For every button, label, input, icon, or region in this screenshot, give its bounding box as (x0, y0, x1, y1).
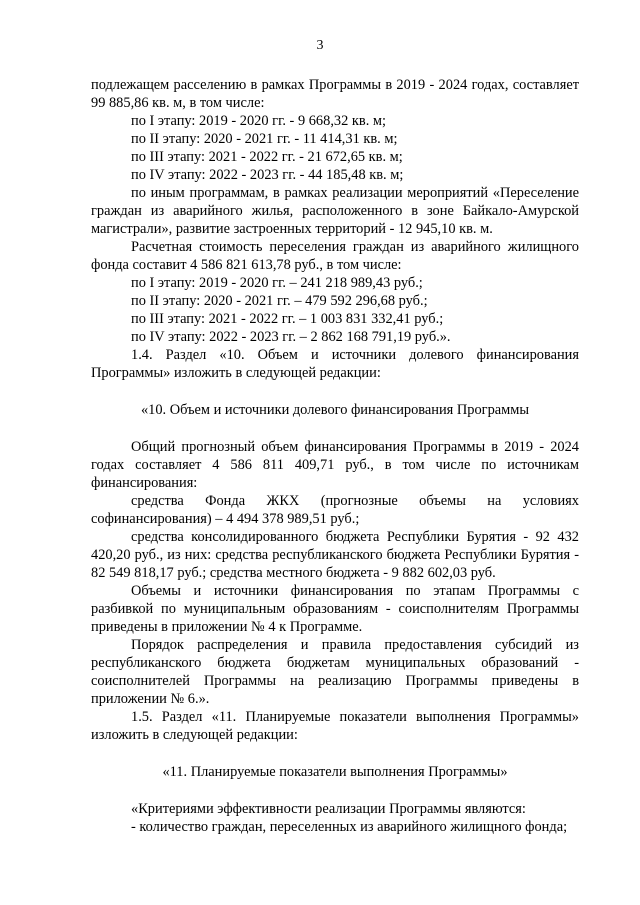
paragraph-stage-1-area: по I этапу: 2019 - 2020 гг. - 9 668,32 кв. м; (131, 113, 386, 129)
section-10-heading: «10. Объем и источники долевого финансирования Программы (140, 402, 530, 418)
paragraph-criteria-item-1: - количество граждан, переселенных из аварийного жилищного фонда; (131, 819, 568, 835)
paragraph-stage-2-cost: по II этапу: 2020 - 2021 гг. – 479 592 296,68 руб.; (131, 293, 428, 309)
paragraph-amendment-1-5: 1.5. Раздел «11. Планируемые показатели выполнения Программы» изложить в следующей редакции: (91, 709, 579, 743)
paragraph-resettlement-cost: Расчетная стоимость переселения граждан из аварийного жилищного фонда составит 4 586 821 613,78 руб., в том числе: (91, 239, 579, 273)
paragraph-stage-4-cost: по IV этапу: 2022 - 2023 гг. – 2 862 168 791,19 руб.». (131, 329, 451, 345)
paragraph-stage-3-cost: по III этапу: 2021 - 2022 гг. – 1 003 831 332,41 руб.; (131, 311, 444, 327)
paragraph-criteria-intro: «Критериями эффективности реализации Программы являются: (131, 801, 526, 817)
paragraph-other-programs: по иным программам, в рамках реализации мероприятий «Переселение граждан из аварийного жилья, расположенного в зоне Байкало-Амурской магистрали», развитие застроенных территорий - 12 945,10 кв. м. (91, 185, 579, 237)
paragraph-fund-zhkh: средства Фонда ЖКХ (прогнозные объемы на условиях софинансирования) – 4 494 378 989,51 руб.; (91, 493, 579, 527)
paragraph-stage-3-area: по III этапу: 2021 - 2022 гг. - 21 672,65 кв. м; (131, 149, 403, 165)
paragraph-total-financing: Общий прогнозный объем финансирования Программы в 2019 - 2024 годах составляет 4 586 811 409,71 руб., в том числе по источникам финансирования: (91, 439, 579, 491)
paragraph-stage-1-cost: по I этапу: 2019 - 2020 гг. – 241 218 989,43 руб.; (131, 275, 423, 291)
section-11-heading: «11. Планируемые показатели выполнения Программы» (162, 764, 508, 780)
paragraph-subsidy-procedure: Порядок распределения и правила предоставления субсидий из республиканского бюджета бюджетам муниципальных образований - соисполнителей Программы на реализацию Программы приведены в приложении № 6.». (91, 637, 579, 707)
paragraph-amendment-1-4: 1.4. Раздел «10. Объем и источники долевого финансирования Программы» изложить в следующей редакции: (91, 347, 579, 381)
paragraph-consolidated-budget: средства консолидированного бюджета Республики Бурятия - 92 432 420,20 руб., из них: средства республиканского бюджета Республики Бурятия - 82 549 818,17 руб.; средства местного бюджета - 9 882 602,03 руб. (91, 529, 579, 581)
paragraph-stage-2-area: по II этапу: 2020 - 2021 гг. - 11 414,31 кв. м; (131, 131, 398, 147)
paragraph-stage-4-area: по IV этапу: 2022 - 2023 гг. - 44 185,48 кв. м; (131, 167, 404, 183)
document-body (91, 76, 579, 836)
paragraph-financing-by-stages: Объемы и источники финансирования по этапам Программы с разбивкой по муниципальным образованиям - соисполнителям Программы приведены в приложении № 4 к Программе. (91, 583, 579, 635)
page-number: 3 (316, 38, 324, 53)
paragraph-area-continuation: подлежащем расселению в рамках Программы в 2019 - 2024 годах, составляет 99 885,86 кв. м, в том числе: (91, 77, 579, 111)
